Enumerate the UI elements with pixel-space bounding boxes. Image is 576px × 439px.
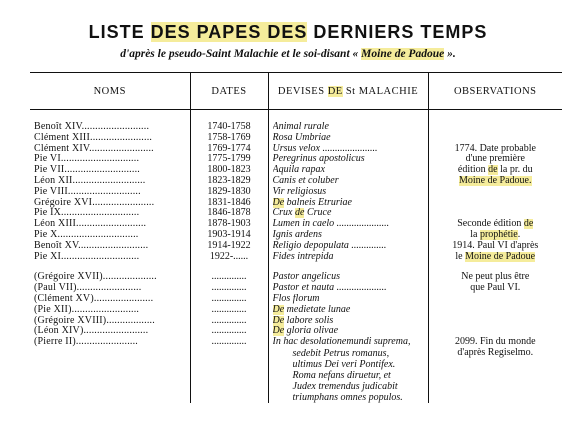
- header-dates: DATES: [190, 73, 268, 110]
- pope-name: (Léon XIV)........................: [34, 326, 149, 337]
- pope-dates: 1775-1799: [207, 154, 251, 165]
- pope-name: (Paul VII)........................: [34, 283, 142, 294]
- devise: Vir religiosus: [272, 186, 327, 197]
- pope-dates: 1878-1903: [207, 219, 251, 230]
- pope-name: Benoît XV..........................: [34, 240, 149, 251]
- pope-dates: ..............: [211, 293, 247, 304]
- pope-dates: ..............: [211, 315, 247, 326]
- observations-column-future: [428, 262, 562, 403]
- observation: édition de la pr. du: [457, 165, 533, 176]
- popes-table: [30, 72, 562, 403]
- pope-dates: 1823-1829: [207, 175, 251, 186]
- pope-name: (Pierre II).......................: [34, 337, 138, 348]
- devise: Crux de Cruce: [272, 208, 332, 219]
- observation: la prophétie.: [470, 229, 521, 240]
- devises-column: [268, 122, 428, 262]
- pope-dates: ..............: [211, 283, 247, 294]
- pope-dates: ..............: [211, 304, 247, 315]
- dates-column: [190, 122, 268, 262]
- pope-dates: 1758-1769: [207, 132, 251, 143]
- observation: d'après Regiselmo.: [457, 347, 534, 358]
- devise: Rosa Umbriae: [272, 132, 331, 143]
- devise: Peregrinus apostolicus: [272, 154, 365, 165]
- devise: Lumen in caelo .....................: [272, 219, 390, 230]
- header-noms: NOMS: [30, 73, 190, 110]
- pope-dates: 1903-1914: [207, 229, 251, 240]
- pope-name: Clément XIII.......................: [34, 132, 153, 143]
- observation: 1914. Paul VI d'après: [452, 240, 539, 251]
- pope-dates: 1829-1830: [207, 186, 251, 197]
- pope-dates: ..............: [211, 272, 247, 283]
- devise: In hac desolationemundi suprema,: [272, 337, 411, 348]
- devise: De balneis Etruriae: [272, 197, 352, 208]
- pope-dates: 1831-1846: [207, 197, 251, 208]
- pope-name: (Grégoire XVIII)..................: [34, 315, 155, 326]
- observation: Moine de Padoue.: [459, 175, 532, 186]
- devise: Religio depopulata ..............: [272, 240, 387, 251]
- observation: que Paul VI.: [470, 283, 521, 294]
- header-observations: OBSERVATIONS: [428, 73, 562, 110]
- pope-name: Benoît XIV.........................: [34, 122, 150, 132]
- pope-dates: 1769-1774: [207, 143, 251, 154]
- pope-name: (Pie XII).........................: [34, 304, 140, 315]
- observation: d'une première: [465, 154, 525, 165]
- observation: 2099. Fin du monde: [454, 337, 536, 348]
- observation: le Moine de Padoue: [455, 251, 536, 262]
- devise: De gloria olivae: [272, 326, 339, 337]
- pope-dates: 1914-1922: [207, 240, 251, 251]
- pope-name: Léon XII...........................: [34, 175, 146, 186]
- dates-column-future: [190, 262, 268, 403]
- observations-column: [428, 122, 562, 262]
- pope-dates: 1800-1823: [207, 165, 251, 176]
- devise: Fides intrepida: [272, 251, 334, 262]
- pope-dates: 1922-......: [209, 251, 249, 262]
- final-prophecy: sedebit Petrus romanus, ultimus Dei veri Pontifex. Roma nefans diruetur, et Judex tremendus judicabit triumphans omnes populos.: [292, 347, 403, 403]
- pope-name: Clément XIV........................: [34, 143, 154, 154]
- pope-name: Pie VIII...........................: [34, 186, 141, 197]
- devise: Canis et coluber: [272, 175, 339, 186]
- names-column-future: [30, 262, 190, 403]
- observation: Ne peut plus être: [461, 272, 530, 283]
- pope-dates: ..............: [211, 326, 247, 337]
- devise: Flos florum: [272, 293, 320, 304]
- pope-name: (Grégoire XVII)....................: [34, 272, 157, 283]
- devise: Aquila rapax: [272, 165, 325, 176]
- pope-name: Pie IX.............................: [34, 208, 140, 219]
- pope-name: Pie XI.............................: [34, 251, 140, 262]
- page-title: LISTE DES PAPES DES DERNIERS TEMPS: [88, 22, 488, 42]
- devise: De labore solis: [272, 315, 334, 326]
- pope-dates: ..............: [211, 337, 247, 348]
- header-devises: DEVISES DE St MALACHIE: [268, 73, 428, 110]
- pope-dates: 1846-1878: [207, 208, 251, 219]
- devise: De medietate lunae: [272, 304, 351, 315]
- observation: Seconde édition de: [457, 219, 534, 230]
- pope-name: Léon XIII..........................: [34, 219, 147, 230]
- pope-name: Grégoire XVI.......................: [34, 197, 155, 208]
- devise: Ignis ardens: [272, 229, 322, 240]
- devise: Animal rurale: [272, 122, 329, 132]
- pope-name: Pie VI.............................: [34, 154, 140, 165]
- pope-name: Pie VII............................: [34, 165, 140, 176]
- names-column: [30, 122, 190, 262]
- devise: Ursus velox ......................: [272, 143, 378, 154]
- pope-name: Pie X..............................: [34, 229, 139, 240]
- pope-name: (Clément XV)......................: [34, 293, 154, 304]
- devises-column-future: [268, 262, 428, 403]
- devise: Pastor et nauta ....................: [272, 283, 387, 294]
- devise: Pastor angelicus: [272, 272, 340, 283]
- page-subtitle: d'après le pseudo-Saint Malachie et le soi-disant « Moine de Padoue ».: [120, 48, 456, 60]
- observation: 1774. Date probable: [454, 143, 536, 154]
- pope-dates: 1740-1758: [207, 122, 251, 132]
